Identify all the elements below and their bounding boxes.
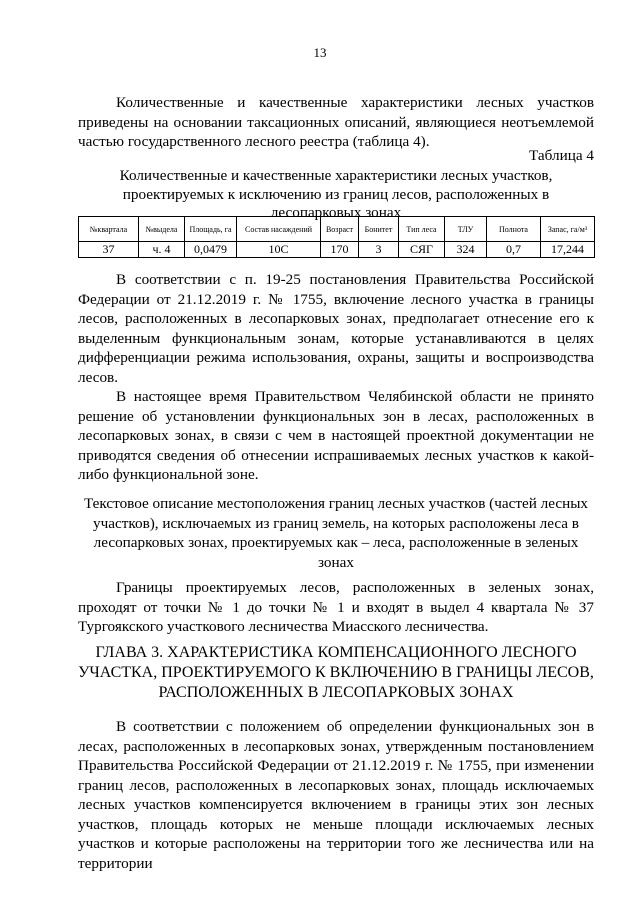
col-header: Запас, га/м³ [541,217,595,242]
page-number: 13 [313,45,327,60]
table-cell: 37 [79,242,139,258]
paragraph-boundaries: Границы проектируемых лесов, расположенных в зеленых зонах, проходят от точки № 1 до точки № 1 и входят в выдел 4 квартала № 37 Тургоякского участкового лесничества Миасского лесничества. [78,579,594,635]
col-header: Бонитет [359,217,399,242]
table-cell: 0,0479 [185,242,237,258]
table-cell: 324 [445,242,487,258]
intro-paragraph: Количественные и качественные характеристики лесных участков приведены на основании таксационных описаний, являющиеся неотъемлемой частью государственного лесного реестра (таблица 4). [78,94,594,150]
table-cell: 0,7 [487,242,541,258]
section-subheading: Текстовое описание местоположения границ лесных участков (частей лесных участков), исключаемых из границ земель, на которых расположены леса в лесопарковых зонах, проектируемых как – леса, расположенные в зеленых зонах [83,495,589,571]
col-header: Площадь, га [185,217,237,242]
col-header: Тип леса [399,217,445,242]
chapter-heading: ГЛАВА 3. ХАРАКТЕРИСТИКА КОМПЕНСАЦИОННОГО ЛЕСНОГО УЧАСТКА, ПРОЕКТИРУЕМОГО К ВКЛЮЧЕНИЮ В ГРАНИЦЫ ЛЕСОВ, РАСПОЛОЖЕННЫХ В ЛЕСОПАРКОВЫХ ЗОНАХ [78,644,594,701]
table-title: Количественные и качественные характеристики лесных участков, проектируемых к исключению из границ лесов, расположенных в лесопарковых зонах [119,167,553,221]
col-header: Полнота [487,217,541,242]
col-header: ТЛУ [445,217,487,242]
table-cell: 170 [321,242,359,258]
paragraph-compensation: В соответствии с положением об определении функциональных зон в лесах, расположенных в лесопарковых зонах, утвержденным постановлением Правительства Российской Федерации от 21.12.2019 г. № 1755, при изменении границ лесов, расположенных в лесопарковых зонах, площадь исключаемых лесных участков компенсируется включением в границы этих зон лесных участков, площадь которых не меньше площади исключаемых лесных участков и которые расположены на территории того же лесничества или на территории [78,718,594,872]
paragraph-decree: В соответствии с п. 19-25 постановления Правительства Российской Федерации от 21.12.2019 г. № 1755, включение лесного участка в границы лесов, расположенных в лесопарковых зонах, предполагает отнесение его к выделенным функциональным зонам, которые устанавливаются в целях дифференциации режима использования, охраны, защиты и воспроизводства лесов. [78,271,594,386]
table-cell: 17,244 [541,242,595,258]
table-row [79,242,595,258]
table-cell: СЯГ [399,242,445,258]
characteristics-table [78,216,595,258]
paragraph-functional-zones: В настоящее время Правительством Челябинской области не принято решение об установлении функциональных зон в лесах, расположенных в лесопарковых зонах, в связи с чем в настоящей проектной документации не приводятся сведения об отнесении испрашиваемых лесных участков к какой-либо функциональной зоне. [78,388,594,483]
table-cell: 10С [237,242,321,258]
table-cell: ч. 4 [139,242,185,258]
col-header: Возраст [321,217,359,242]
table-cell: 3 [359,242,399,258]
col-header: №выдела [139,217,185,242]
table-label: Таблица 4 [529,147,594,164]
table-header-row [79,217,595,242]
col-header: №квартала [79,217,139,242]
col-header: Состав насаждений [237,217,321,242]
